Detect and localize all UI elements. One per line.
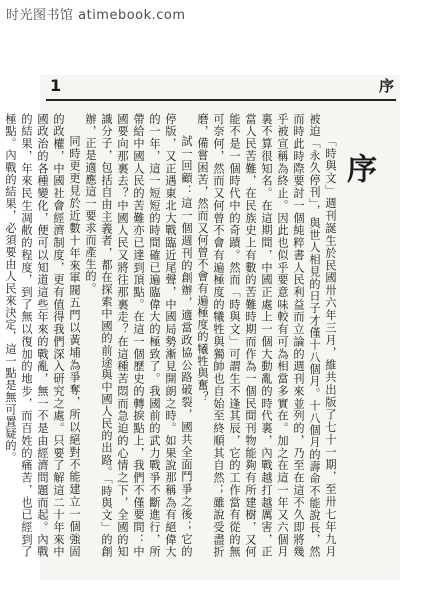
page-title: 序 <box>341 153 376 183</box>
watermark-text: 时光图书馆 atimebook.com <box>6 8 186 23</box>
paragraph-2: 試一回顧：這一個週刊的創辦，適當政協公路破裂，國共全面鬥爭之後；它的停版，又正遇東北大戰臨近尾聲，中國局勢漸見開朗之時。如果說那稱為有絕偉大的一年，這一短短的時間確已遍臨偉大的極致了。我國前的武力戰爭不斷進行，所帶給中國人民的苦難亦已達到頂點。在這一個歷史的轉捩點上，我們不僅要問：中國要向那裏去？中國人民又將往那裏走？在這種苦悶而急迫的心情之下，全國的知識分子，包括自由主義者，都在探索中國的前途與中國人民的出路。「時與文」的創辦，正是適應這一要求而產生的。 <box>84 113 193 558</box>
running-header: 序 <box>378 77 394 95</box>
page-number: 1 <box>50 76 62 95</box>
header-rule <box>46 99 396 101</box>
book-page <box>4 75 400 580</box>
body-text <box>4 113 338 558</box>
paragraph-1: 「時與文」週刊誕生於民國卅六年三月，維共出版了七十一期，至卅七年九月被迫「永久停刊」，與世人相見的日子才僅十八個月。十八個月的壽命不能說長，然而時此時際要討一個純粹書人民利益而立論的週刊來並列的，乃至在這不久即將幾乎被宣稱為終止。因此也似乎要意味較有可為相當多實在。加之在這一年又六個月裏不算很知名。在這期間，中國正處上一個大動亂的時代裏，內戰越打越厲害，正當人民苦難，在民族史上有數的苦難時期而作為一個民間刊物能夠有所建樹，又何能不是一個時代中的奇蹟。然而「時與文」可謂生不逢其辰，它的工作當有從的無可奈何，然而又何曾不會有遍極度的犧牲與獨帥也自始至終順其自然；雖說受盡折磨，備嘗困苦，然而又何曾不會有遍極度的犧牲與奮？ <box>196 113 337 558</box>
paragraph-3: 同時更更見於近數十年來軍閥五門以黃埔為爭奪，所以絕對不能建立一個強固的政權，中國社會經濟制度，更有值得我們深入研究之處。只要了解這二十年來中國政治的各種變化，便可以知道這些年來的戰亂，無一不是由經濟問題而起。內戰的結果，年來民生凋敝的程度，到了無以復加的地步，而百姓的痛苦，也已經到了極點。內戰的結果，必須要由人民來決定，這一點是無可置疑的。 <box>4 113 81 558</box>
